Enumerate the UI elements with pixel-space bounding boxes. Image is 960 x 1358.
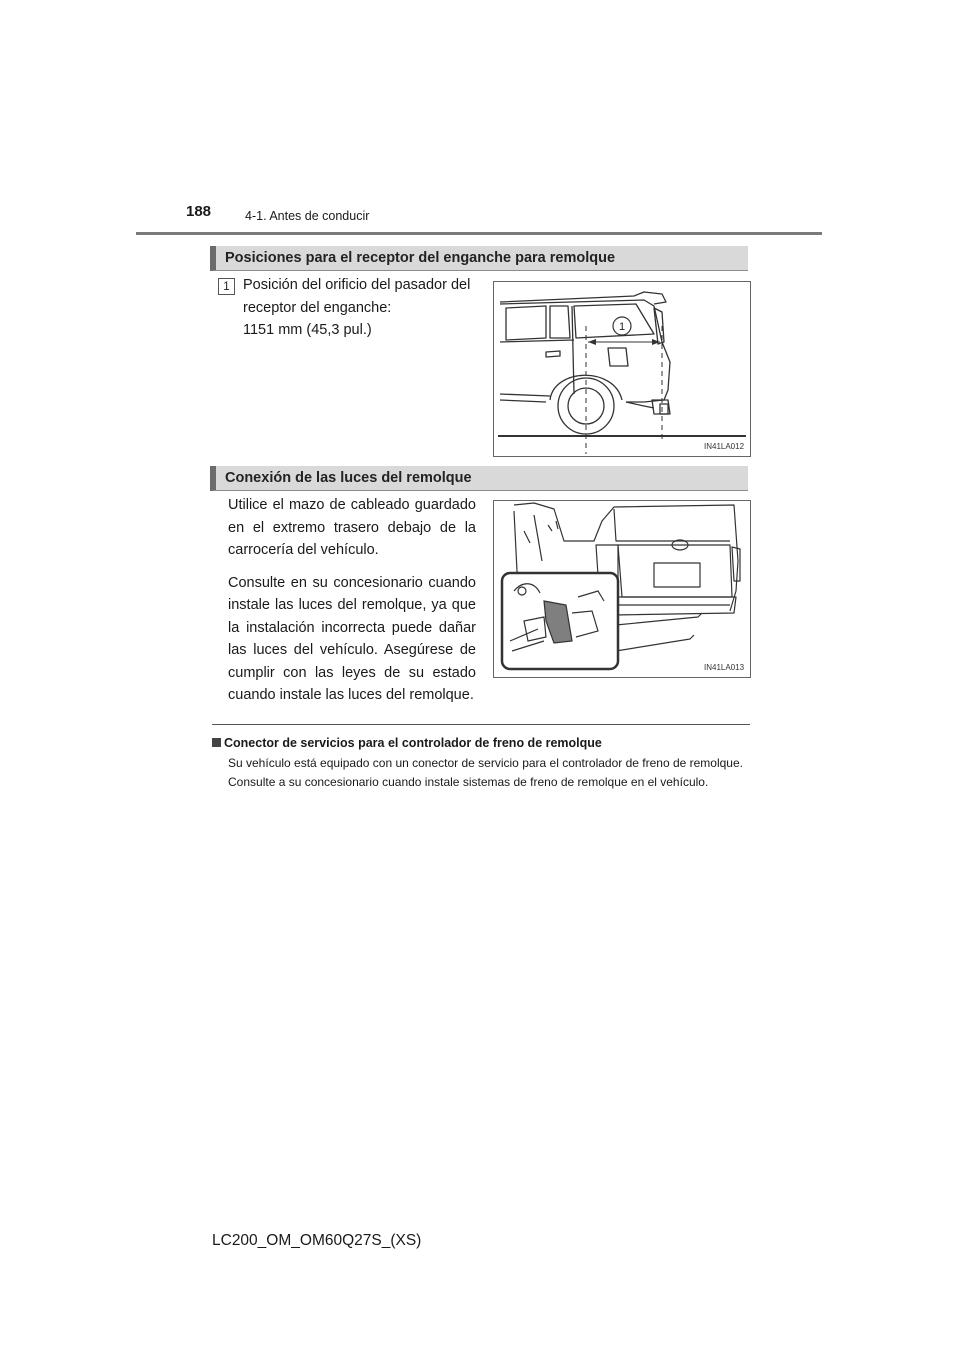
heading-hitch-receiver-text: Posiciones para el receptor del enganche para remolque (225, 250, 616, 266)
note-rule (212, 724, 750, 725)
figure-code: IN41LA013 (704, 663, 745, 672)
vehicle-rear-illustration (494, 501, 750, 677)
square-bullet-icon (212, 738, 221, 747)
figure-callout-number: 1 (618, 321, 626, 333)
note-body: Su vehículo está equipado con un conector de servicio para el controlador de freno de remolque. Consulte a su concesionario cuando instale sistemas de freno de remolque en el vehículo. (228, 756, 743, 789)
hitch-text-line: Posición del orificio del pasador del (243, 277, 471, 293)
paragraph: Consulte en su concesionario cuando instale las luces del remolque, ya que la instalación incorrecta puede dañar las luces del vehículo. Asegúrese de cumplir con las leyes de su estado cuando instale las luces del remolque. (228, 574, 476, 703)
document-code: LC200_OM_OM60Q27S_(XS) (212, 1232, 422, 1249)
figure-vehicle-rear-side (493, 281, 751, 457)
paragraph: Utilice el mazo de cableado guardado en el extremo trasero debajo de la carrocería del vehículo. (228, 497, 476, 558)
vehicle-side-illustration (494, 282, 750, 456)
figure-rear-harness (493, 500, 751, 678)
callout-number: 1 (218, 278, 235, 295)
heading-trailer-lights (210, 466, 748, 491)
section-title: 4-1. Antes de conducir (245, 209, 370, 223)
heading-hitch-receiver (210, 246, 748, 271)
note-heading-text: Conector de servicios para el controlador de freno de remolque (224, 736, 602, 750)
hitch-text-line: 1151 mm (45,3 pul.) (243, 322, 372, 338)
header-rule (136, 232, 822, 235)
page-number: 188 (186, 203, 212, 220)
figure-code: IN41LA012 (704, 442, 745, 451)
trailer-lights-text (228, 494, 476, 717)
hitch-text-line: receptor del enganche: (243, 299, 392, 316)
note-heading (212, 736, 602, 750)
heading-trailer-lights-text: Conexión de las luces del remolque (225, 470, 472, 486)
hitch-position-text (243, 274, 475, 342)
